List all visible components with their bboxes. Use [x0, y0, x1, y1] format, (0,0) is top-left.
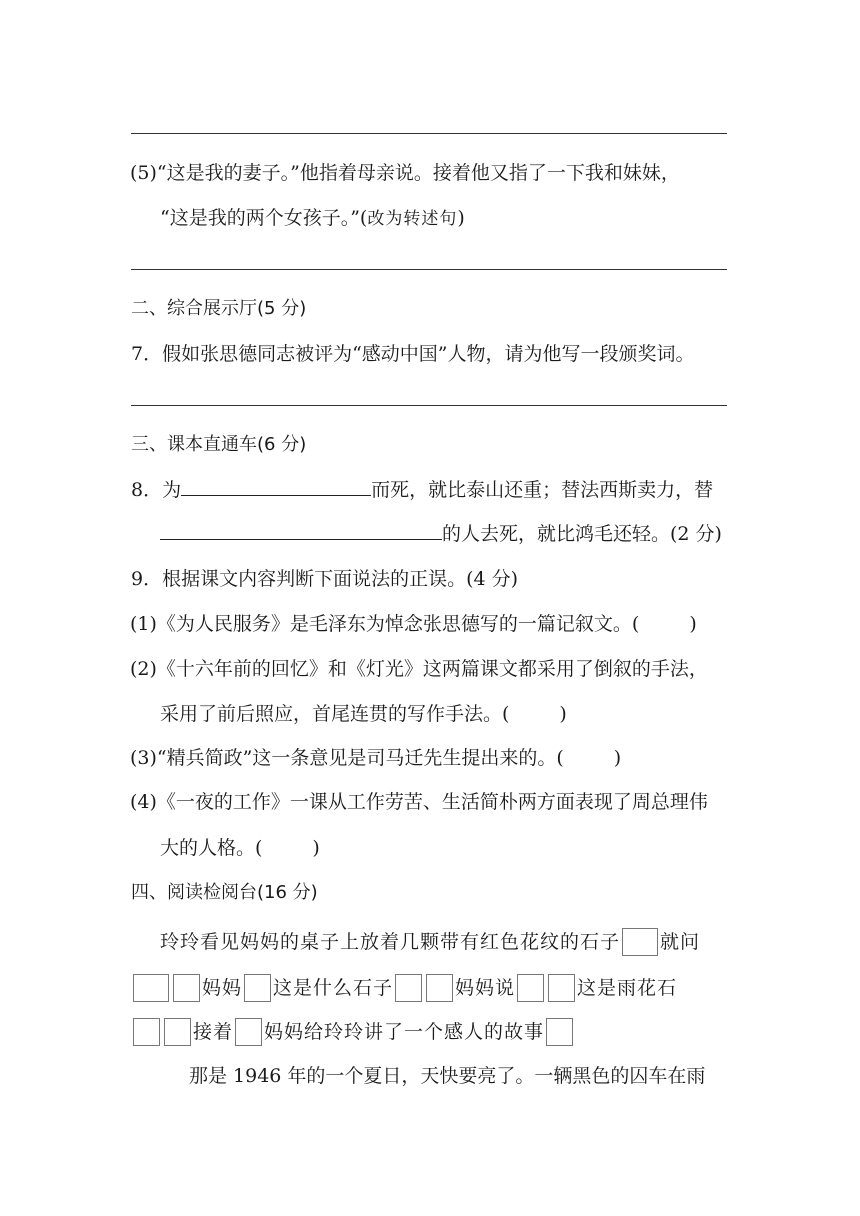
- section-title-3: 三、课本直通车(6 分): [131, 434, 307, 455]
- punct-line-1: [160, 927, 700, 957]
- q5-instruction: 改为转述句: [367, 209, 458, 229]
- paren-close: ): [689, 613, 697, 635]
- q9-item-4-line-1: (4)《一夜的工作》一课从工作劳苦、生活简朴两方面表现了周总理伟: [130, 791, 708, 813]
- punct-box[interactable]: [173, 974, 200, 1002]
- q9-item-1-text: (1)《为人民服务》是毛泽东为悼念张思德写的一篇记叙文。(: [130, 613, 640, 635]
- q9-item-1: [130, 612, 697, 636]
- punct-text-2: 就问: [660, 931, 701, 953]
- punct-line-3: [131, 1017, 575, 1047]
- punct-box[interactable]: [133, 974, 169, 1002]
- punct-text-5: 妈妈说: [455, 977, 516, 999]
- fill-blank-2[interactable]: [160, 521, 442, 540]
- q8-line-1: [131, 477, 713, 502]
- q9-item-2-line-1: (2)《十六年前的回忆》和《灯光》这两篇课文都采用了倒叙的手法，: [130, 658, 708, 680]
- paren-close: ): [613, 747, 622, 769]
- punct-text-3: 妈妈: [202, 977, 243, 999]
- section-title-2: 二、综合展示厅(5 分): [131, 298, 307, 319]
- punct-text-8: 妈妈给玲玲讲了一个感人的故事: [264, 1021, 545, 1043]
- paren-close: ): [312, 837, 320, 859]
- punct-box[interactable]: [133, 1018, 160, 1046]
- punct-box[interactable]: [546, 1018, 573, 1046]
- punct-box[interactable]: [517, 974, 544, 1002]
- q9-item-4-text: 大的人格。(: [160, 837, 263, 859]
- punct-box[interactable]: [548, 974, 575, 1002]
- section-title-4: 四、阅读检阅台(16 分): [131, 882, 318, 903]
- q9-item-2-text: 采用了前后照应，首尾连贯的写作手法。(: [160, 703, 510, 725]
- punct-text-7: 接着: [193, 1021, 234, 1043]
- q8-mid1: 而死，就比泰山还重；替法西斯卖力，替: [371, 479, 714, 501]
- answer-line[interactable]: [131, 269, 727, 270]
- punct-box[interactable]: [235, 1018, 262, 1046]
- punct-box[interactable]: [426, 974, 453, 1002]
- punct-text-4: 这是什么石子: [273, 977, 394, 999]
- punct-box[interactable]: [244, 974, 271, 1002]
- punct-box[interactable]: [164, 1018, 191, 1046]
- answer-line[interactable]: [131, 133, 727, 134]
- q9-item-4-line-2: [160, 836, 320, 860]
- q5-line-2: [160, 206, 465, 231]
- q5-line-1: (5)“这是我的妻子。”他指着母亲说。接着他又指了一下我和妹妹，: [130, 162, 680, 184]
- q8-line-2: [160, 521, 722, 546]
- q5-close: ): [457, 207, 465, 229]
- q9-item-2-line-2: [160, 702, 567, 726]
- punct-line-2: [131, 973, 677, 1003]
- q8-mid2: 的人去死，就比鸿毛还轻。(2 分): [442, 523, 722, 545]
- q9-stem: 9．根据课文内容判断下面说法的正误。(4 分): [131, 568, 519, 590]
- fill-blank-1[interactable]: [181, 477, 371, 496]
- q8-prefix: 8．为: [131, 479, 182, 501]
- punct-box[interactable]: [622, 928, 658, 956]
- punct-text-1: 玲玲看见妈妈的桌子上放着几颗带有红色花纹的石子: [160, 931, 621, 953]
- q9-item-3-text: (3)“精兵简政”这一条意见是司马迁先生提出来的。(: [130, 747, 564, 769]
- punct-box[interactable]: [395, 974, 422, 1002]
- passage-line-1: 那是 1946 年的一个夏日，天快要亮了。一辆黑色的囚车在雨: [189, 1065, 706, 1087]
- punct-text-6: 这是雨花石: [577, 977, 678, 999]
- answer-line[interactable]: [131, 405, 727, 406]
- paren-close: ): [559, 703, 567, 725]
- q5-quote: “这是我的两个女孩子。”(: [160, 207, 368, 229]
- q7-text: 7．假如张思德同志被评为“感动中国”人物，请为他写一段颁奖词。: [131, 343, 695, 365]
- q9-item-3: [130, 746, 621, 770]
